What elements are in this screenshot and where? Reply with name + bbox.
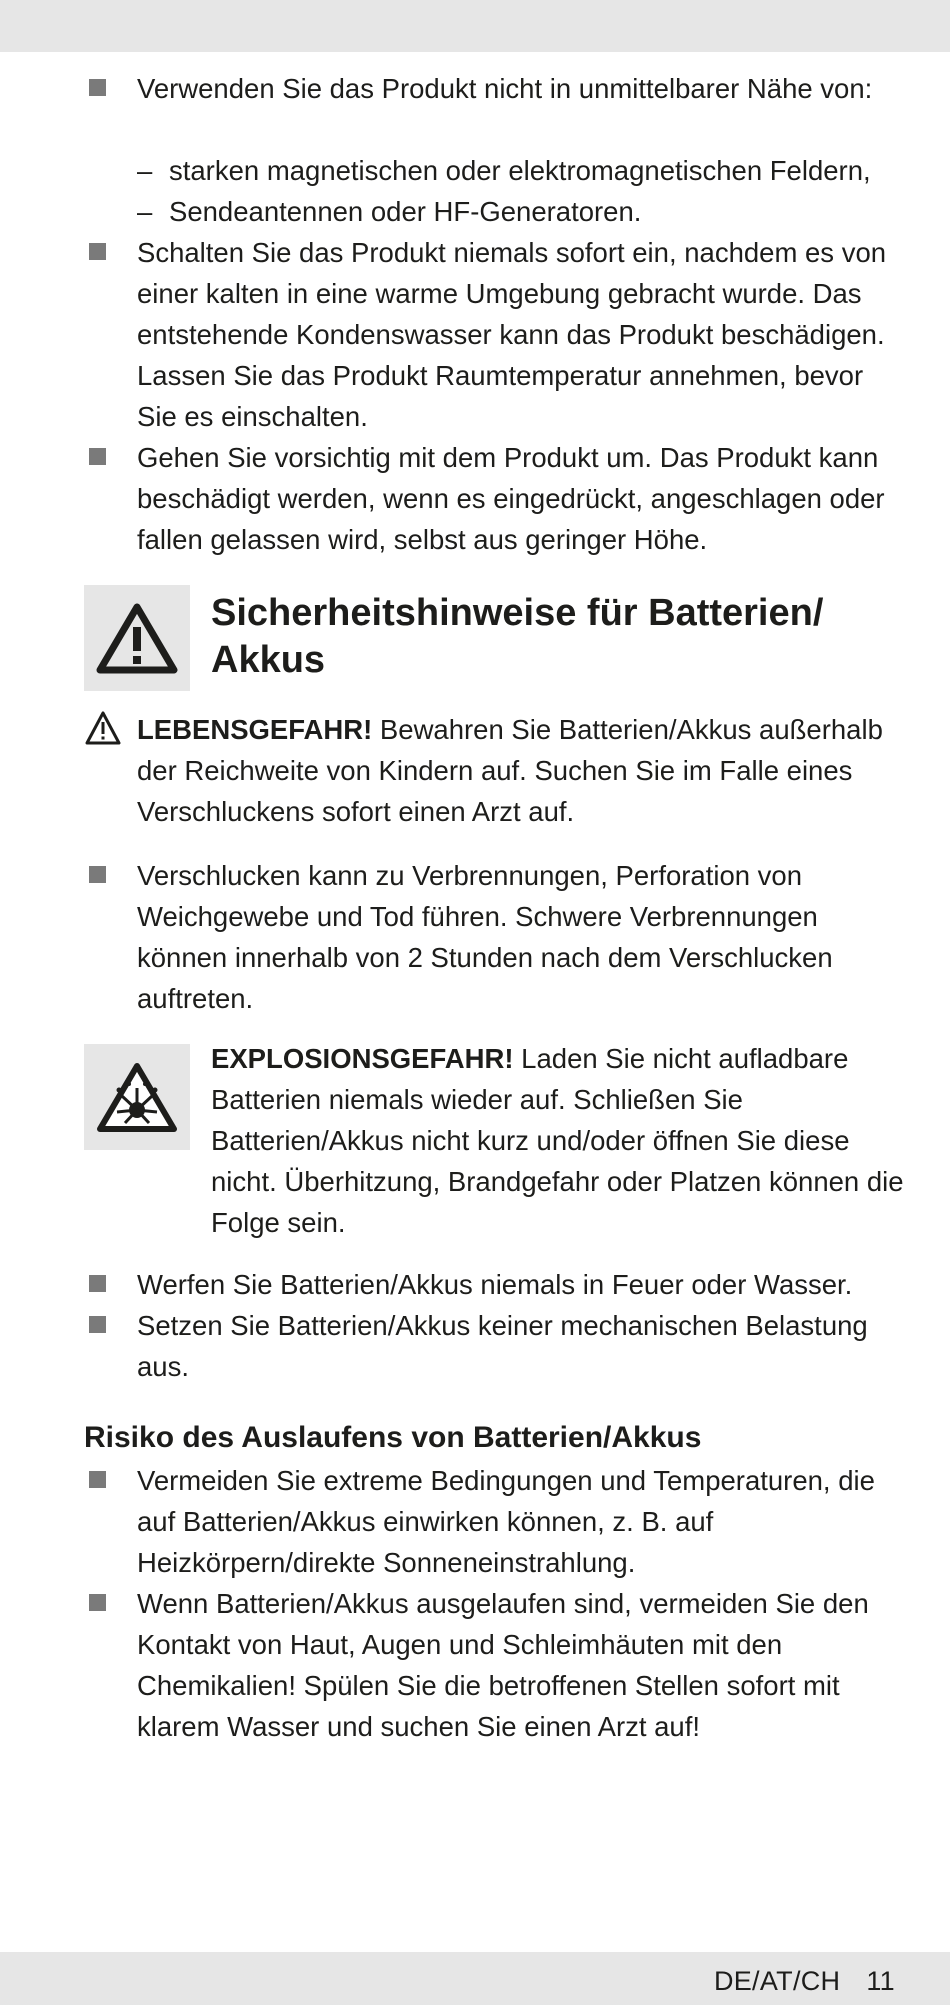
warning-triangle-icon — [95, 601, 179, 675]
bullet-text: Verschlucken kann zu Verbrennungen, Perforation von Weichgewebe und Tod führen. Schwere Verbrennungen können innerhalb von 2 Stunden nach dem Verschlucken auftreten. — [137, 860, 833, 1014]
square-bullet-icon — [89, 243, 106, 260]
square-bullet-icon — [89, 1316, 106, 1333]
page-footer — [714, 1966, 895, 1997]
top-bar — [0, 0, 950, 52]
square-bullet-icon — [89, 1594, 106, 1611]
warning-icon-box — [84, 585, 190, 691]
square-bullet-icon — [89, 448, 106, 465]
square-bullet-icon — [89, 1275, 106, 1292]
sub-item: – starken magnetischen oder elektromagnetischen Feldern, — [137, 155, 871, 186]
warning-triangle-icon — [84, 710, 122, 746]
explosion-label: EXPLOSIONSGEFAHR! — [211, 1043, 514, 1074]
bullet-text: Vermeiden Sie extreme Bedingungen und Temperaturen, die auf Batterien/Akkus einwirken können, z. B. auf Heizkörpern/direkte Sonneneinstrahlung. — [137, 1465, 875, 1578]
square-bullet-icon — [89, 79, 106, 96]
life-danger-label: LEBENSGEFAHR! — [137, 714, 373, 745]
bullet-text: Werfen Sie Batterien/Akkus niemals in Feuer oder Wasser. — [137, 1269, 853, 1300]
section-heading: Sicherheitshinweise für Batterien/ Akkus — [211, 592, 824, 681]
explosion-icon-box — [84, 1044, 190, 1150]
bullet-text: Setzen Sie Batterien/Akkus keiner mechanischen Belastung aus. — [137, 1310, 868, 1382]
bullet-text: Schalten Sie das Produkt niemals sofort ein, nachdem es von einer kalten in eine warme Umgebung gebracht wurde. Das entstehende Kondenswasser kann das Produkt beschädigen. Lassen Sie das Produkt Raumtemperatur annehmen, bevor Sie es einschalten. — [137, 237, 887, 432]
bullet-text: Verwenden Sie das Produkt nicht in unmittelbarer Nähe von: — [137, 73, 873, 104]
leak-heading: Risiko des Auslaufens von Batterien/Akkus — [84, 1421, 702, 1454]
sub-item: – Sendeantennen oder HF-Generatoren. — [137, 196, 642, 227]
bullet-text: Wenn Batterien/Akkus ausgelaufen sind, vermeiden Sie den Kontakt von Haut, Augen und Schleimhäuten mit den Chemikalien! Spülen Sie die betroffenen Stellen sofort mit klarem Wasser und suchen Sie einen Arzt auf! — [137, 1588, 869, 1742]
explosion-hazard-icon — [95, 1060, 179, 1134]
bullet-text: Gehen Sie vorsichtig mit dem Produkt um. Das Produkt kann beschädigt werden, wenn es eingedrückt, angeschlagen oder fallen gelassen wird, selbst aus geringer Höhe. — [137, 442, 885, 555]
page-number: 11 — [866, 1966, 895, 1996]
footer-region: DE/AT/CH — [713, 1966, 841, 1996]
square-bullet-icon — [89, 1471, 106, 1488]
explosion-text: EXPLOSIONSGEFAHR! Laden Sie nicht aufladbare Batterien niemals wieder auf. Schließen Sie Batterien/Akkus nicht kurz und/oder öffnen Sie diese nicht. Überhitzung, Brandgefahr oder Platzen können die Folge sein. — [211, 1043, 904, 1238]
life-danger-text: LEBENSGEFAHR! Bewahren Sie Batterien/Akkus außerhalb der Reichweite von Kindern auf. Suchen Sie im Falle eines Verschluckens sofort einen Arzt auf. — [137, 714, 883, 827]
square-bullet-icon — [89, 866, 106, 883]
